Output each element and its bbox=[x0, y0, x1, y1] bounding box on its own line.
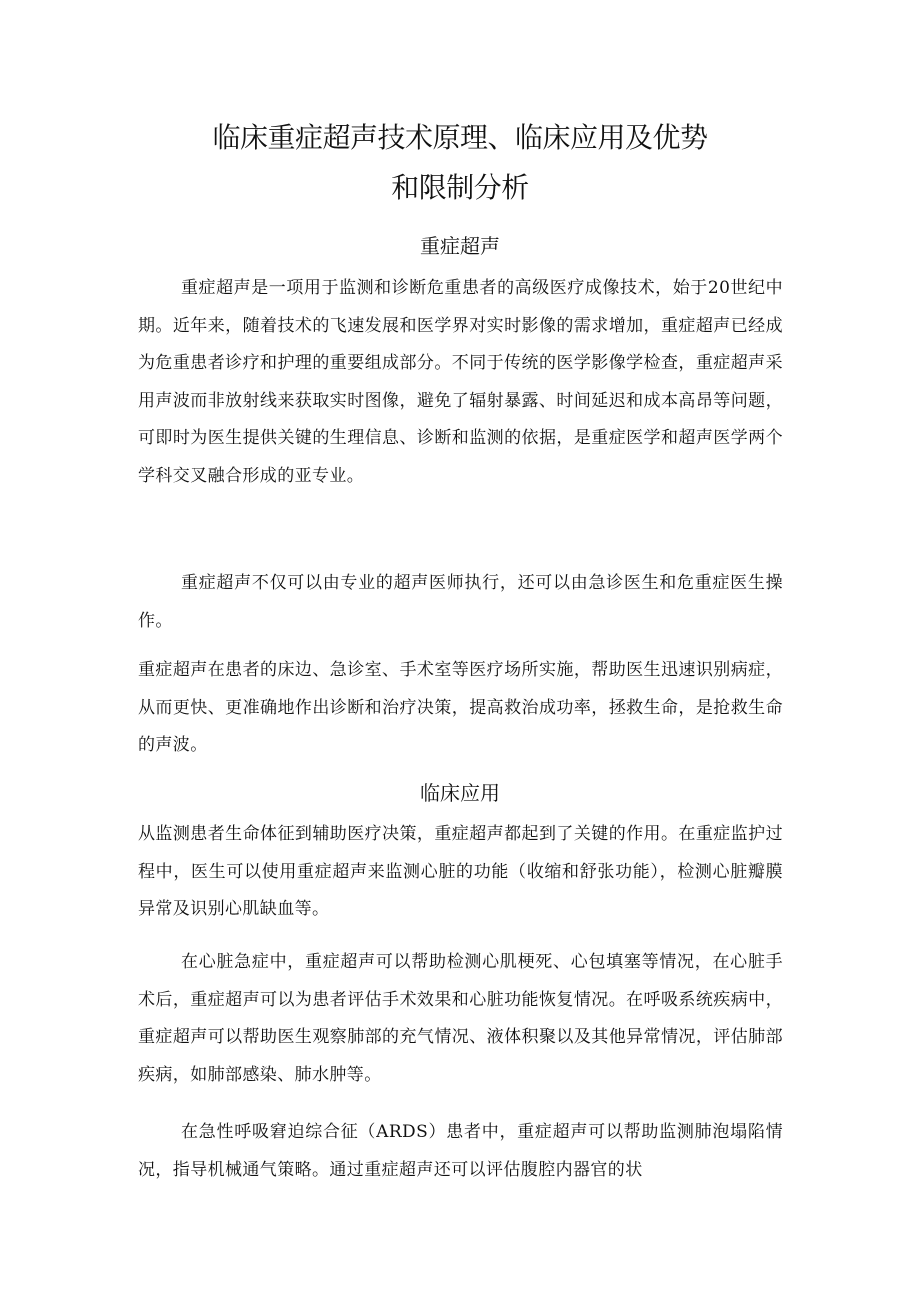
section-heading-clinical-application: 临床应用 bbox=[420, 781, 500, 805]
paragraph: 在心脏急症中，重症超声可以帮助检测心肌梗死、心包填塞等情况，在心脏手术后，重症超声可以为患者评估手术效果和心脏功能恢复情况。在呼吸系统疾病中，重症超声可以帮助医生观察肺部的充气情况、液体积聚以及其他异常情况，评估肺部疾病，如肺部感染、肺水肿等。 bbox=[138, 952, 783, 1085]
paragraph: 从监测患者生命体征到辅助医疗决策，重症超声都起到了关键的作用。在重症监护过程中，医生可以使用重症超声来监测心脏的功能（收缩和舒张功能），检测心脏瓣膜异常及识别心肌缺血等。 bbox=[138, 824, 783, 919]
section-heading-critical-ultrasound: 重症超声 bbox=[420, 234, 500, 258]
paragraph: 重症超声是一项用于监测和诊断危重患者的高级医疗成像技术，始于20世纪中期。近年来，随着技术的飞速发展和医学界对实时影像的需求增加，重症超声已经成为危重患者诊疗和护理的重要组成部分。不同于传统的医学影像学检查，重症超声采用声波而非放射线来获取实时图像，避免了辐射暴露、时间延迟和成本高昂等问题，可即时为医生提供关键的生理信息、诊断和监测的依据，是重症医学和超声医学两个学科交叉融合形成的亚专业。 bbox=[138, 278, 783, 486]
paragraph: 在急性呼吸窘迫综合征（ARDS）患者中，重症超声可以帮助监测肺泡塌陷情况，指导机械通气策略。通过重症超声还可以评估腹腔内器官的状 bbox=[138, 1122, 783, 1180]
document-title-line-2: 和限制分析 bbox=[391, 171, 529, 204]
document-title-line-1: 临床重症超声技术原理、临床应用及优势 bbox=[212, 121, 708, 154]
paragraph: 重症超声不仅可以由专业的超声医师执行，还可以由急诊医生和危重症医生操作。 bbox=[138, 573, 783, 631]
paragraph: 重症超声在患者的床边、急诊室、手术室等医疗场所实施，帮助医生迅速识别病症，从而更快、更准确地作出诊断和治疗决策，提高救治成功率，拯救生命，是抢救生命的声波。 bbox=[138, 660, 783, 755]
